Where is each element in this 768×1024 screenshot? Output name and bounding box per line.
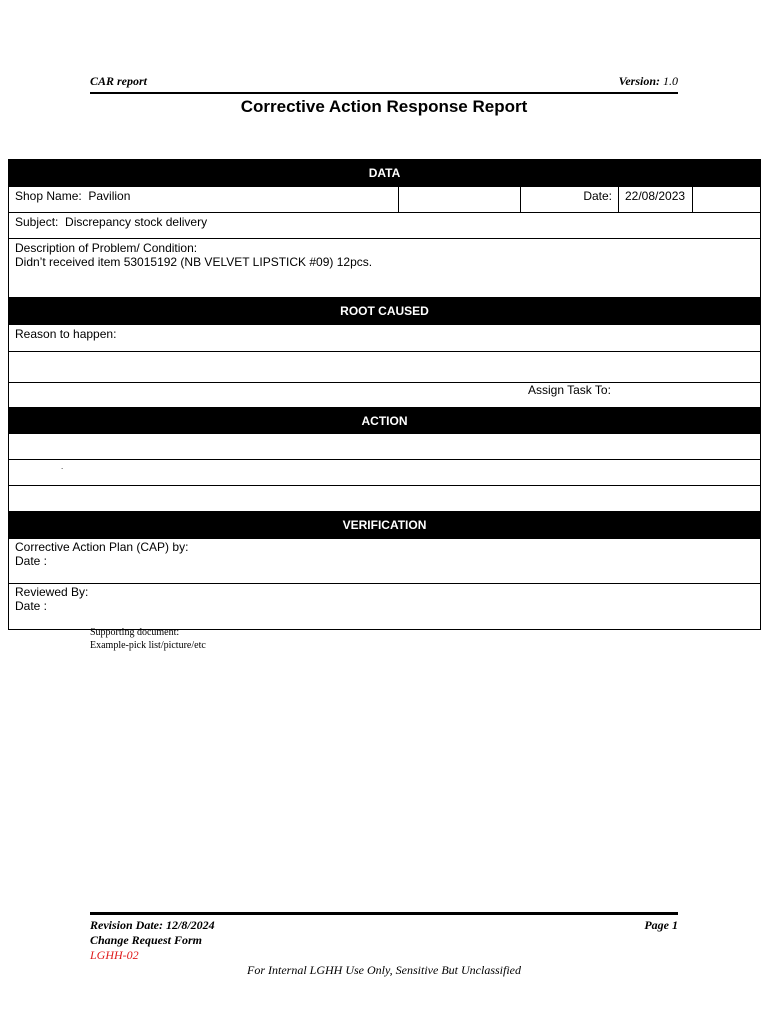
version-value: 1.0	[663, 74, 678, 88]
action-row-2[interactable]	[9, 460, 761, 486]
action-row-3[interactable]	[9, 486, 761, 512]
date-value[interactable]: 22/08/2023	[619, 187, 693, 213]
supporting-note	[90, 626, 206, 652]
section-root-header: ROOT CAUSED	[9, 298, 761, 325]
form-name: Change Request Form	[90, 933, 203, 947]
section-action-header: ACTION	[9, 408, 761, 434]
version-label: Version:	[618, 74, 660, 88]
reviewed-date-label: Date :	[15, 599, 48, 613]
assign-task-cell[interactable]	[9, 383, 761, 408]
blank-cell[interactable]	[693, 187, 761, 213]
assign-task-label: Assign Task To:	[528, 383, 611, 397]
footer-divider	[90, 912, 678, 915]
date-label: Date:	[521, 187, 619, 213]
revision-date: Revision Date: 12/8/2024	[90, 918, 215, 932]
action-dot: .	[61, 462, 64, 471]
classification-note: For Internal LGHH Use Only, Sensitive But Unclassified	[247, 963, 521, 977]
supporting-line-1: Supporting document:	[90, 627, 180, 638]
description-label: Description of Problem/ Condition:	[15, 241, 198, 255]
car-form-table	[8, 159, 761, 630]
version-info	[619, 74, 678, 89]
reason-label: Reason to happen:	[15, 327, 117, 341]
description-cell[interactable]	[9, 239, 761, 298]
section-data-header: DATA	[9, 160, 761, 187]
description-value: Didn’t received item 53015192 (NB VELVET LIPSTICK #09) 12pcs.	[15, 255, 373, 269]
shop-name-label: Shop Name:	[15, 189, 82, 203]
page-header	[90, 74, 678, 94]
footer-left	[90, 918, 215, 963]
shop-name-cell[interactable]	[9, 187, 399, 213]
blank-cell[interactable]	[399, 187, 521, 213]
subject-value: Discrepancy stock delivery	[65, 215, 208, 229]
reviewed-label: Reviewed By:	[15, 585, 89, 599]
cap-cell[interactable]	[9, 539, 761, 584]
section-verification-header: VERIFICATION	[9, 512, 761, 539]
supporting-line-2: Example-pick list/picture/etc	[90, 640, 206, 651]
reason-cell[interactable]	[9, 325, 761, 352]
action-row-1[interactable]	[9, 434, 761, 460]
page-number: Page 1	[644, 918, 678, 932]
form-code: LGHH-02	[90, 948, 139, 962]
cap-label: Corrective Action Plan (CAP) by:	[15, 540, 189, 554]
reviewed-cell[interactable]	[9, 584, 761, 630]
reason-blank-row[interactable]	[9, 352, 761, 383]
subject-label: Subject:	[15, 215, 59, 229]
cap-date-label: Date :	[15, 554, 48, 568]
shop-name-value: Pavilion	[88, 189, 131, 203]
subject-cell[interactable]	[9, 213, 761, 239]
report-code: CAR report	[90, 74, 148, 88]
page-title: Corrective Action Response Report	[240, 97, 528, 116]
